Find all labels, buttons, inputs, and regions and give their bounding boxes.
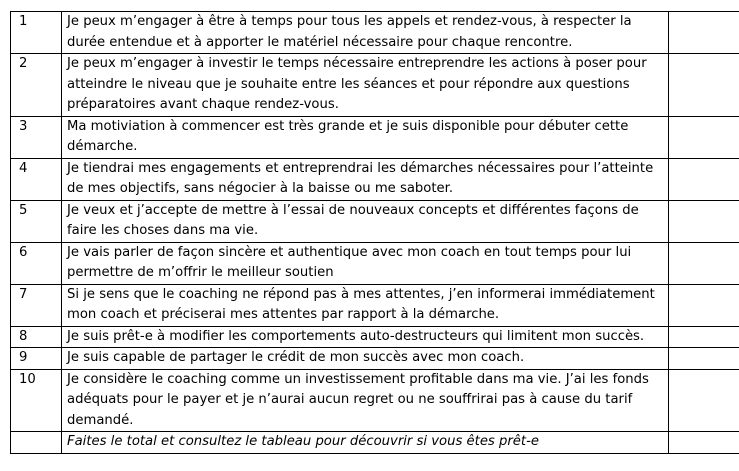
- row-number: 6: [11, 242, 62, 284]
- table-row: [11, 116, 739, 158]
- row-statement: Je vais parler de façon sincère et authentique avec mon coach en tout temps pour lui permettre de m’offrir le meilleur soutien: [62, 242, 669, 284]
- commitment-table: [10, 11, 739, 454]
- row-score-cell[interactable]: [669, 12, 739, 54]
- row-score-cell[interactable]: [669, 284, 739, 326]
- row-statement: Ma motiviation à commencer est très grande et je suis disponible pour débuter cette démarche.: [62, 116, 669, 158]
- table-row: [11, 284, 739, 326]
- table-row: [11, 200, 739, 242]
- row-score-cell[interactable]: [669, 242, 739, 284]
- row-score-cell[interactable]: [669, 54, 739, 117]
- table-row: [11, 326, 739, 348]
- table-row: [11, 158, 739, 200]
- table-row: [11, 242, 739, 284]
- row-number: 1: [11, 12, 62, 54]
- row-score-cell[interactable]: [669, 116, 739, 158]
- row-number: 10: [11, 369, 62, 432]
- row-statement: Je peux m’engager à être à temps pour tous les appels et rendez-vous, à respecter la durée entendue et à apporter le matériel nécessaire pour chaque rencontre.: [62, 12, 669, 54]
- row-number: 7: [11, 284, 62, 326]
- row-score-cell[interactable]: [669, 348, 739, 370]
- row-statement: Je considère le coaching comme un investissement profitable dans ma vie. J’ai les fonds adéquats pour le payer et je n’aurai aucun regret ou ne souffrirai pas à cause du tarif demandé.: [62, 369, 669, 432]
- row-statement: Je peux m’engager à investir le temps nécessaire entreprendre les actions à poser pour atteindre le niveau que je souhaite entre les séances et pour répondre aux questions préparatoires avant chaque rendez-vous.: [62, 54, 669, 117]
- row-statement: Je suis capable de partager le crédit de mon succès avec mon coach.: [62, 348, 669, 370]
- total-row: [11, 432, 739, 454]
- row-score-cell[interactable]: [669, 326, 739, 348]
- row-number: 8: [11, 326, 62, 348]
- row-number: 2: [11, 54, 62, 117]
- row-statement: Je veux et j’accepte de mettre à l’essai de nouveaux concepts et différentes façons de faire les choses dans ma vie.: [62, 200, 669, 242]
- row-number: 3: [11, 116, 62, 158]
- row-score-cell[interactable]: [669, 200, 739, 242]
- total-score-cell[interactable]: [669, 432, 739, 454]
- table-row: [11, 54, 739, 117]
- row-number: 4: [11, 158, 62, 200]
- total-instruction: Faites le total et consultez le tableau pour découvrir si vous êtes prêt-e: [62, 432, 669, 454]
- row-statement: Si je sens que le coaching ne répond pas à mes attentes, j’en informerai immédiatement mon coach et préciserai mes attentes par rapport à la démarche.: [62, 284, 669, 326]
- row-number: 9: [11, 348, 62, 370]
- row-score-cell[interactable]: [669, 369, 739, 432]
- table-row: [11, 369, 739, 432]
- row-statement: Je suis prêt-e à modifier les comportements auto-destructeurs qui limitent mon succès.: [62, 326, 669, 348]
- table-row: [11, 348, 739, 370]
- row-score-cell[interactable]: [669, 158, 739, 200]
- table-row: [11, 12, 739, 54]
- row-number: 5: [11, 200, 62, 242]
- table-body: [11, 12, 739, 454]
- row-statement: Je tiendrai mes engagements et entreprendrai les démarches nécessaires pour l’atteinte de mes objectifs, sans négocier à la baisse ou me saboter.: [62, 158, 669, 200]
- total-row-number-cell: [11, 432, 62, 454]
